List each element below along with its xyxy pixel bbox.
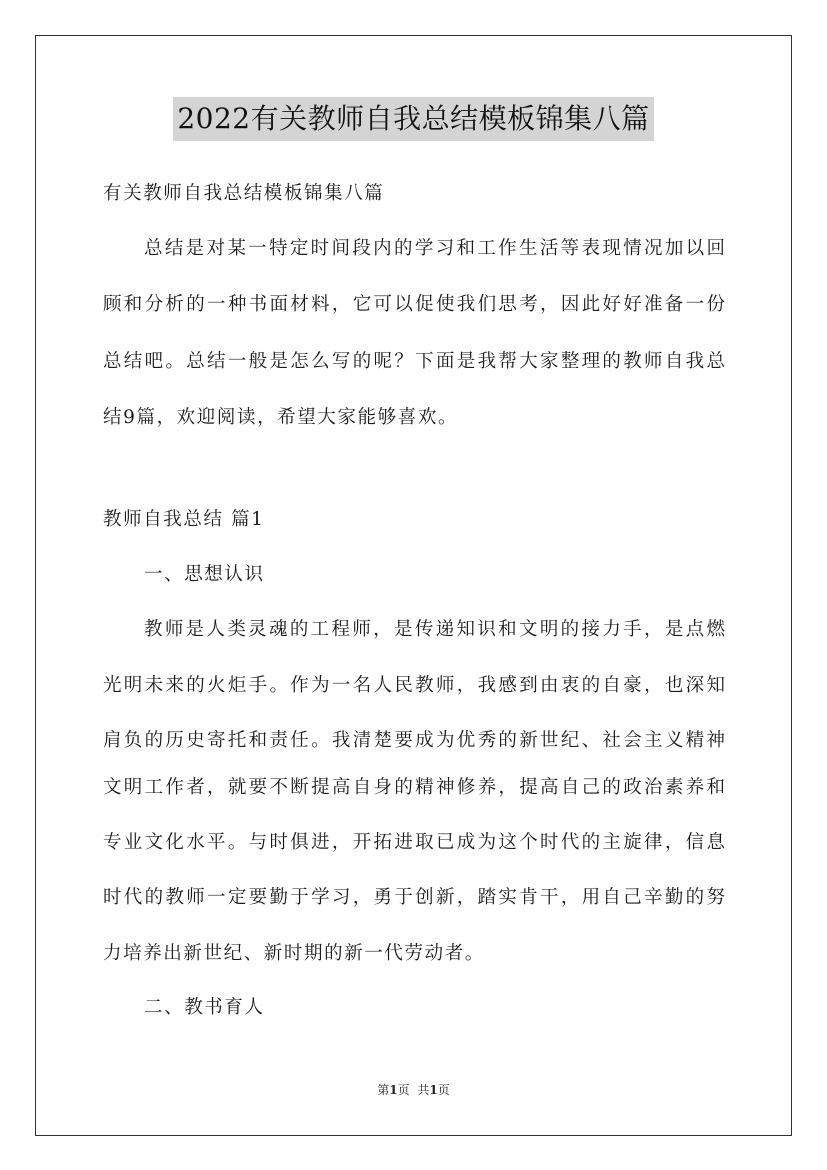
part1-line: 力培养出新世纪、新时期的新一代劳动者。: [103, 943, 485, 964]
intro-line: 顾和分析的一种书面材料，它可以促使我们思考，因此好好准备一份: [103, 294, 725, 315]
footer-total-suffix: 页: [437, 1083, 450, 1097]
document-title: 2022有关教师自我总结模板锦集八篇: [173, 97, 653, 141]
part1-line: 肩负的历史寄托和责任。我清楚要成为优秀的新世纪、社会主义精神: [103, 730, 725, 751]
intro-line: 总结吧。总结一般是怎么写的呢？下面是我帮大家整理的教师自我总: [103, 351, 725, 372]
footer-page-prefix: 第: [377, 1083, 390, 1097]
document-subtitle: 有关教师自我总结模板锦集八篇: [103, 183, 385, 204]
intro-line: 结9篇，欢迎阅读，希望大家能够喜欢。: [103, 407, 459, 428]
part1-line: 文明工作者，就要不断提高自身的精神修养，提高自己的政治素养和: [103, 777, 725, 798]
footer-page-suffix: 页: [397, 1083, 410, 1097]
footer-total-number: 1: [429, 1083, 438, 1097]
part1-line: 教师是人类灵魂的工程师，是传递知识和文明的接力手，是点燃: [144, 619, 725, 640]
part1-line: 专业文化水平。与时俱进，开拓进取已成为这个时代的主旋律，信息: [103, 832, 725, 853]
title-container: [0, 97, 827, 141]
footer-total-prefix: 共: [417, 1083, 430, 1097]
part2-heading: 二、教书育人: [144, 997, 265, 1018]
section-heading: 教师自我总结 篇1: [103, 509, 265, 530]
part1-line: 时代的教师一定要勤于学习，勇于创新，踏实肯干，用自己辛勤的努: [103, 887, 725, 908]
page-footer: [0, 1082, 827, 1098]
part1-heading: 一、思想认识: [144, 564, 265, 585]
intro-line: 总结是对某一特定时间段内的学习和工作生活等表现情况加以回: [144, 238, 725, 259]
footer-page-number: 1: [389, 1083, 398, 1097]
part1-line: 光明未来的火炬手。作为一名人民教师，我感到由衷的自豪，也深知: [103, 675, 725, 696]
